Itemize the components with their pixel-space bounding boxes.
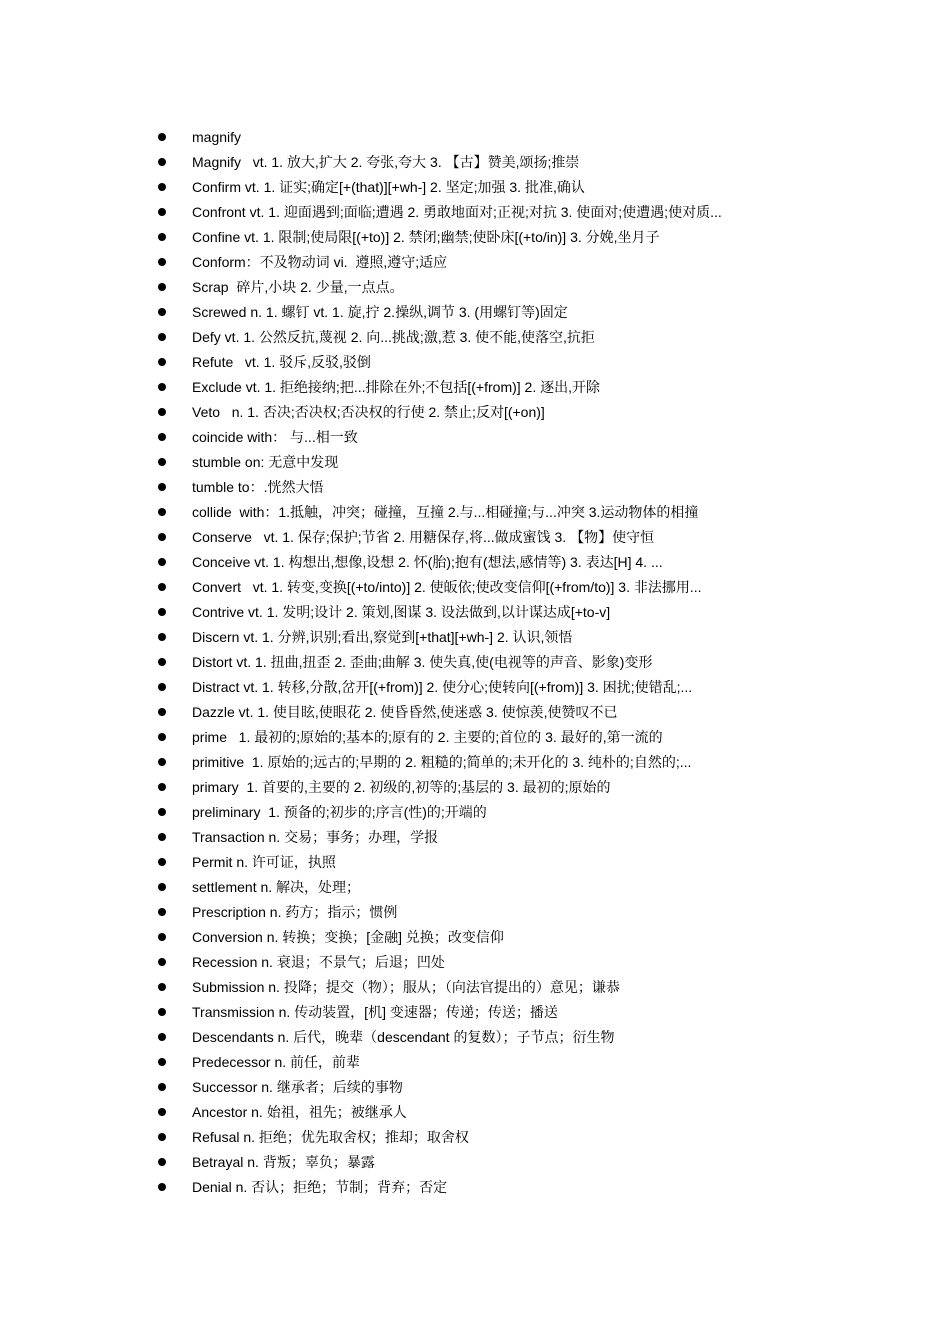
list-item [150, 874, 910, 899]
entry-text: Refute vt. 1. 驳斥,反驳,驳倒 [192, 353, 371, 370]
bullet-icon [150, 908, 192, 916]
bullet-icon [150, 1183, 192, 1191]
bullet-icon [150, 683, 192, 691]
bullet-icon [150, 133, 192, 141]
bullet-icon [150, 808, 192, 816]
list-item [150, 199, 910, 224]
list-item [150, 349, 910, 374]
entry-text: Distort vt. 1. 扭曲,扭歪 2. 歪曲;曲解 3. 使失真,使(电视等的声音、影象)变形 [192, 653, 653, 670]
bullet-icon [150, 833, 192, 841]
list-item [150, 1049, 910, 1074]
bullet-icon [150, 1158, 192, 1166]
bullet-icon [150, 1108, 192, 1116]
list-item [150, 674, 910, 699]
bullet-icon [150, 333, 192, 341]
bullet-icon [150, 758, 192, 766]
bullet-icon [150, 183, 192, 191]
entry-text: Magnify vt. 1. 放大,扩大 2. 夸张,夸大 3. 【古】赞美,颂扬;推崇 [192, 153, 580, 170]
bullet-icon [150, 283, 192, 291]
bullet-icon [150, 983, 192, 991]
entry-text: Screwed n. 1. 螺钉 vt. 1. 旋,拧 2.操纵,调节 3. (用螺钉等)固定 [192, 303, 568, 320]
entry-text: Submission n. 投降；提交（物）；服从；（向法官提出的）意见；谦恭 [192, 978, 620, 995]
bullet-icon [150, 408, 192, 416]
bullet-icon [150, 258, 192, 266]
bullet-icon [150, 308, 192, 316]
entry-text: Veto n. 1. 否决;否决权;否决权的行使 2. 禁止;反对[(+on)] [192, 403, 545, 420]
entry-text: Exclude vt. 1. 拒绝接纳;把...排除在外;不包括[(+from)] 2. 逐出,开除 [192, 378, 601, 395]
list-item [150, 574, 910, 599]
entry-text: Betrayal n. 背叛；辜负；暴露 [192, 1153, 375, 1170]
list-item [150, 249, 910, 274]
entry-text: Confirm vt. 1. 证实;确定[+(that)][+wh-] 2. 坚定;加强 3. 批准,确认 [192, 178, 585, 195]
list-item [150, 474, 910, 499]
list-item [150, 849, 910, 874]
entry-text: Distract vt. 1. 转移,分散,岔开[(+from)] 2. 使分心;使转向[(+from)] 3. 困扰;使错乱;... [192, 678, 693, 695]
entry-text: primitive 1. 原始的;远古的;早期的 2. 粗糙的;简单的;未开化的 3. 纯朴的;自然的;... [192, 753, 692, 770]
vocabulary-list [150, 124, 910, 1199]
list-item [150, 549, 910, 574]
entry-text: Conserve vt. 1. 保存;保护;节省 2. 用糖保存,将...做成蜜饯 3. 【物】使守恒 [192, 528, 655, 545]
bullet-icon [150, 583, 192, 591]
entry-text: primary 1. 首要的,主要的 2. 初级的,初等的;基层的 3. 最初的;原始的 [192, 778, 611, 795]
list-item [150, 974, 910, 999]
bullet-icon [150, 733, 192, 741]
entry-text: magnify [192, 128, 242, 145]
bullet-icon [150, 383, 192, 391]
list-item [150, 324, 910, 349]
entry-text: Convert vt. 1. 转变,变换[(+to/into)] 2. 使皈依;使改变信仰[(+from/to)] 3. 非法挪用... [192, 578, 702, 595]
entry-text: Scrap 碎片,小块 2. 少量,一点点。 [192, 278, 404, 295]
entry-text: Prescription n. 药方；指示；惯例 [192, 903, 398, 920]
list-item [150, 924, 910, 949]
entry-text: Dazzle vt. 1. 使目眩,使眼花 2. 使昏昏然,使迷惑 3. 使惊羡,使赞叹不已 [192, 703, 618, 720]
list-item [150, 624, 910, 649]
bullet-icon [150, 658, 192, 666]
bullet-icon [150, 883, 192, 891]
list-item [150, 999, 910, 1024]
bullet-icon [150, 433, 192, 441]
list-item [150, 749, 910, 774]
bullet-icon [150, 558, 192, 566]
entry-text: coincide with： 与...相一致 [192, 428, 358, 445]
list-item [150, 949, 910, 974]
list-item [150, 599, 910, 624]
list-item [150, 499, 910, 524]
bullet-icon [150, 708, 192, 716]
entry-text: Descendants n. 后代，晚辈（descendant 的复数）；子节点；衍生物 [192, 1028, 615, 1045]
bullet-icon [150, 358, 192, 366]
entry-text: stumble on: 无意中发现 [192, 453, 339, 470]
bullet-icon [150, 783, 192, 791]
list-item [150, 449, 910, 474]
entry-text: Defy vt. 1. 公然反抗,蔑视 2. 向...挑战;激,惹 3. 使不能,使落空,抗拒 [192, 328, 595, 345]
entry-text: Transmission n. 传动装置，[机] 变速器；传递；传送；播送 [192, 1003, 558, 1020]
list-item [150, 299, 910, 324]
bullet-icon [150, 208, 192, 216]
bullet-icon [150, 158, 192, 166]
list-item [150, 374, 910, 399]
entry-text: Confine vt. 1. 限制;使局限[(+to)] 2. 禁闭;幽禁;使卧床[(+to/in)] 3. 分娩,坐月子 [192, 228, 660, 245]
entry-text: preliminary 1. 预备的;初步的;序言(性)的;开端的 [192, 803, 487, 820]
entry-text: Contrive vt. 1. 发明;设计 2. 策划,图谋 3. 设法做到,以计谋达成[+to-v] [192, 603, 611, 620]
entry-text: Predecessor n. 前任，前辈 [192, 1053, 361, 1070]
list-item [150, 824, 910, 849]
list-item [150, 1174, 910, 1199]
list-item [150, 649, 910, 674]
entry-text: Permit n. 许可证，执照 [192, 853, 336, 870]
bullet-icon [150, 933, 192, 941]
list-item [150, 799, 910, 824]
bullet-icon [150, 1083, 192, 1091]
list-item [150, 174, 910, 199]
entry-text: Conceive vt. 1. 构想出,想像,设想 2. 怀(胎);抱有(想法,感情等) 3. 表达[H] 4. ... [192, 553, 663, 570]
entry-text: Conform：不及物动词 vi. 遵照,遵守;适应 [192, 253, 448, 270]
list-item [150, 899, 910, 924]
bullet-icon [150, 858, 192, 866]
list-item [150, 724, 910, 749]
bullet-icon [150, 608, 192, 616]
bullet-icon [150, 1133, 192, 1141]
entry-text: Transaction n. 交易；事务；办理，学报 [192, 828, 439, 845]
entry-text: Ancestor n. 始祖，祖先；被继承人 [192, 1103, 407, 1120]
list-item [150, 424, 910, 449]
list-item [150, 274, 910, 299]
list-item [150, 399, 910, 424]
bullet-icon [150, 633, 192, 641]
bullet-icon [150, 533, 192, 541]
list-item [150, 224, 910, 249]
entry-text: Successor n. 继承者；后续的事物 [192, 1078, 403, 1095]
entry-text: collide with：1.抵触，冲突；碰撞，互撞 2.与...相碰撞;与...冲突 3.运动物体的相撞 [192, 503, 699, 520]
bullet-icon [150, 508, 192, 516]
bullet-icon [150, 483, 192, 491]
entry-text: tumble to：.恍然大悟 [192, 478, 324, 495]
list-item [150, 1099, 910, 1124]
list-item [150, 524, 910, 549]
list-item [150, 1124, 910, 1149]
list-item [150, 149, 910, 174]
list-item [150, 774, 910, 799]
bullet-icon [150, 233, 192, 241]
entry-text: settlement n. 解决，处理； [192, 878, 361, 895]
entry-text: Confront vt. 1. 迎面遇到;面临;遭遇 2. 勇敢地面对;正视;对抗 3. 使面对;使遭遇;使对质... [192, 203, 722, 220]
bullet-icon [150, 1008, 192, 1016]
entry-text: Refusal n. 拒绝；优先取舍权；推却；取舍权 [192, 1128, 469, 1145]
entry-text: Discern vt. 1. 分辨,识别;看出,察觉到[+that][+wh-] 2. 认识,领悟 [192, 628, 573, 645]
bullet-icon [150, 1058, 192, 1066]
list-item [150, 124, 910, 149]
list-item [150, 1024, 910, 1049]
bullet-icon [150, 958, 192, 966]
list-item [150, 1074, 910, 1099]
entry-text: Conversion n. 转换；变换；[金融] 兑换；改变信仰 [192, 928, 504, 945]
entry-text: Denial n. 否认；拒绝；节制；背弃；否定 [192, 1178, 448, 1195]
bullet-icon [150, 458, 192, 466]
list-item [150, 1149, 910, 1174]
entry-text: Recession n. 衰退；不景气；后退；凹处 [192, 953, 445, 970]
list-item [150, 699, 910, 724]
entry-text: prime 1. 最初的;原始的;基本的;原有的 2. 主要的;首位的 3. 最好的,第一流的 [192, 728, 663, 745]
bullet-icon [150, 1033, 192, 1041]
